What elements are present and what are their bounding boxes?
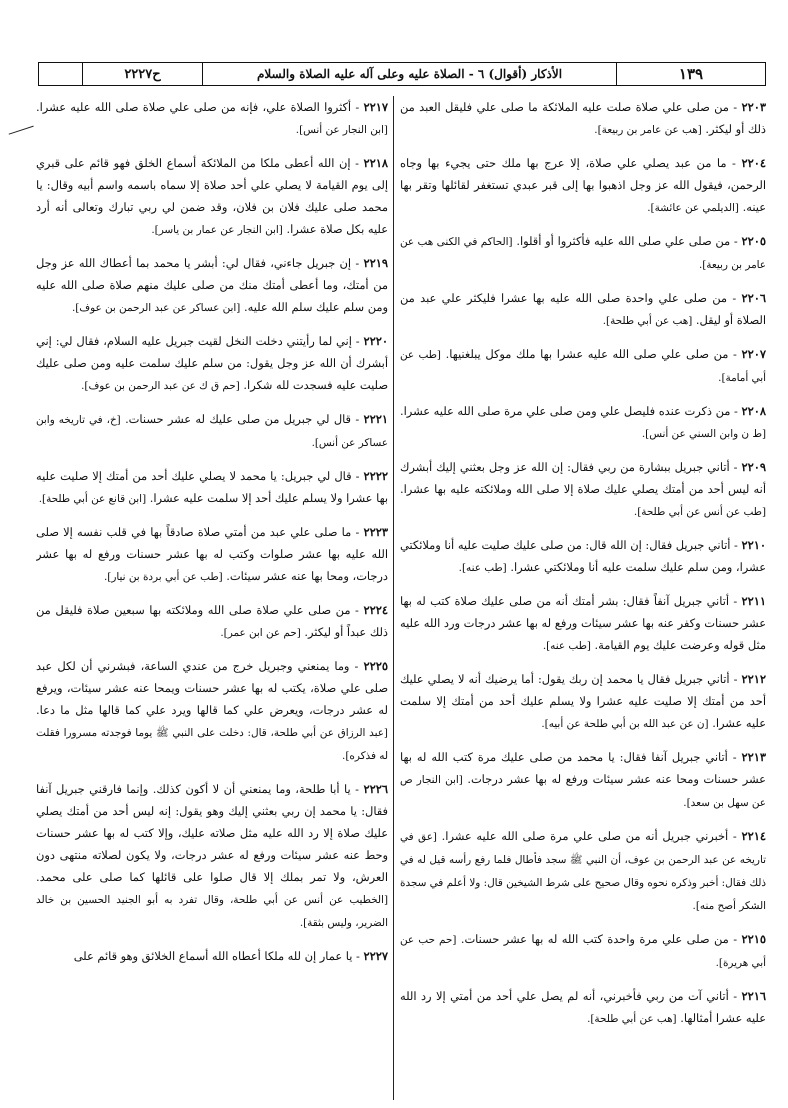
hadith-source: [طب عنه]. — [542, 640, 591, 652]
hadith-number: ٢٢١٨ — [363, 156, 388, 170]
hadith-entry — [400, 287, 766, 332]
hadith-number: ٢٢٢٤ — [363, 603, 388, 617]
margin-pen-mark — [4, 112, 33, 134]
hadith-number: ٢٢١٩ — [363, 256, 388, 270]
hadith-text: - ما صلى علي عبد من أمتي صلاة صادقاً بها في قلب نفسه إلا صلى الله عليه بها عشر صلوات وكتب له بها عشر حسنات ورفع له بها عشر درجات، ومحا بها عنه عشر سيئات. — [36, 525, 388, 583]
hadith-text: - قال لي جبريل من صلى عليك له عشر حسنات. — [120, 412, 364, 426]
hadith-text: - قال لي جبريل: يا محمد لا يصلي عليك أحد من أمتك إلا صليت عليه بها عشرا ولا يسلم عليك أحد إلا سلمت عليه عشرا. — [36, 469, 388, 505]
hadith-text: - من صلى علي صلاة صلى الله وملائكته بها سبعين صلاة فليقل من ذلك عبداً أو ليكثر. — [36, 603, 388, 639]
hadith-number: ٢٢٢٥ — [363, 659, 388, 673]
hadith-number: ٢٢٢٢ — [363, 469, 388, 483]
hadith-number: ٢٢١٤ — [741, 829, 766, 843]
hadith-number: ٢٢٠٤ — [741, 156, 766, 170]
hadith-text: - من صلى علي صلى الله عليه فأكثروا أو أقلوا. — [512, 234, 742, 248]
hadith-text: - إن جبريل جاءني، فقال لي: أبشر يا محمد بما أعطاك الله عز وجل من أمتك، وما أعطى أمتك منك من صلى عليك منهم صلاة صلى الله عليه ومن سلم عليك سلم الله عليه. — [36, 256, 388, 314]
hadith-text: - يا عمار إن لله ملكا أعطاه الله أسماع الخلائق وهو قائم على — [73, 949, 364, 963]
hadith-number: ٢٢١٥ — [741, 932, 766, 946]
hadith-source: [ابن عساكر عن عبد الرحمن بن عوف]. — [71, 302, 241, 314]
hadith-number: ٢٢١١ — [741, 594, 766, 608]
hadith-text: - أكثروا الصلاة علي، فإنه من صلى علي صلاة صلى الله عليه عشرا. — [36, 100, 364, 114]
hadith-entry — [400, 96, 766, 141]
hadith-source: [هب عن عامر بن ربيعة]. — [594, 124, 702, 136]
hadith-text: - ما من عبد يصلي علي صلاة، إلا عرج بها ملك حتى يجيء بها وجاه الرحمن، فيقول الله عز وجل اذهبوا بها إلى قبر عبدي تستغفر لقائلها وتقر بها عينه. — [400, 156, 766, 214]
hadith-source: [عق في تاريخه عن عبد الرحمن بن عوف، أن النبي ﷺ سجد فأطال فلما رفع رأسه قيل له في ذلك فقال: أخبر وذكره نحوه وقال صحيح على شرط الشيخين قال: ولا أعلم في سجدة الشكر أصح منه]. — [400, 831, 766, 912]
hadith-entry — [36, 408, 388, 454]
hadith-number: ٢٢٢٠ — [363, 334, 388, 348]
hadith-entry — [36, 655, 388, 767]
hadith-source: [حم ق ك عن عبد الرحمن بن عوف]. — [81, 380, 240, 392]
hadith-number: ٢٢٠٥ — [741, 234, 766, 248]
hadith-entry — [400, 343, 766, 389]
hadith-source: [عبد الرزاق عن أبي طلحة، قال: دخلت على النبي ﷺ يوما فوجدته مسرورا فقلت له فذكره]. — [36, 727, 388, 762]
hadith-number: ٢٢١٦ — [741, 989, 766, 1003]
left-column — [36, 96, 388, 1104]
hadith-text: - من صلى علي واحدة صلى الله عليه بها عشرا فليكثر علي عبد من الصلاة أو ليقل. — [400, 291, 766, 327]
hadith-entry — [36, 599, 388, 644]
hadith-text: - أتاني جبريل آنفاً فقال: بشر أمتك أنه من صلى عليك صلاة كتب له بها عشر حسنات وكفر عنه بها عشر سيئات ورفع له بها عشر درجات ورد الله عليه مثل قوله وعرضت عليك يوم القيامة. — [400, 594, 766, 652]
hadith-entry — [400, 985, 766, 1030]
hadith-text: - وما يمنعني وجبريل خرج من عندي الساعة، فبشرني أن لكل عبد صلى علي صلاة، يكتب له بها عشر حسنات ويمحا عنه عشر سيئات، ويرفع له عشر درجات، ويعرض علي كما قالها ويرد علي كما قالها مثل ما دعا. — [36, 659, 388, 717]
hadith-entry — [400, 668, 766, 735]
hadith-entry — [400, 456, 766, 523]
hadith-text: - يا أبا طلحة، وما يمنعني أن لا أكون كذلك. وإنما فارقني جبريل آنفا فقال: يا محمد إن ربي بعثني إليك وهو يقول: إنه ليس أحد من أمتك يصلي عليك صلاة إلا رد الله عليه مثل صلاته عليك، وإلا كتب له بها عشر حسنات وحط عنه عشر سيئات ورفع له عشر درجات، ولا يكون لصلاته منتهى دون العرش، ولا تمر بملك إلا قال صلوا على قائلها كما صلى على محمد. — [36, 782, 388, 884]
hadith-source: [طب عن أبي أمامة]. — [400, 349, 766, 384]
hadith-source: [ابن النجار ص عن سهل بن سعد]. — [400, 774, 766, 809]
hadith-text: - من صلى علي صلى الله عليه عشرا بها ملك موكل يبلغنيها. — [440, 347, 742, 361]
hadith-text: - أتاني آت من ربي فأخبرني، أنه لم يصل علي أحد من أمتي إلا رد الله عليه عشرا أمثالها. — [400, 989, 766, 1025]
hadith-entry — [36, 945, 388, 968]
hadith-text: - أتاني جبريل ببشارة من ربي فقال: إن الله عز وجل بعثني إليك أبشرك أنه ليس أحد من أمتك يصلي عليك صلاة إلا صلى الله وملائكته عليه بها عشرا. — [400, 460, 766, 496]
hadith-source: [طب عن أنس عن أبي طلحة]. — [633, 506, 766, 518]
hadith-entry — [36, 252, 388, 319]
hadith-entry — [36, 96, 388, 141]
hadith-text: - إني لما رأيتني دخلت النخل لقيت جبريل عليه السلام، فقال لي: إني أبشرك أن الله عز وجل يقول: من سلم عليك سلمت عليه ومن صلى عليك صليت عليه فسجدت لله شكرا. — [36, 334, 388, 392]
hadith-number: ٢٢٠٣ — [741, 100, 766, 114]
hadith-entry — [400, 534, 766, 579]
hadith-number: ٢٢٢٦ — [363, 782, 388, 796]
hadith-source: [ابن النجار عن عمار بن ياسر]. — [151, 224, 283, 236]
hadith-number: ٢٢١٣ — [741, 750, 766, 764]
hadith-entry — [400, 590, 766, 657]
hadith-source: [ط ن وابن السني عن أنس]. — [641, 428, 766, 440]
header-blank-cell — [39, 63, 83, 85]
hadith-text: - أخبرني جبريل أنه من صلى علي مرة صلى الله عليه عشرا. — [436, 829, 742, 843]
hadith-source: [ابن قانع عن أبي طلحة]. — [38, 493, 147, 505]
hadith-source: [هب عن أبي طلحة]. — [602, 315, 693, 327]
hadith-entry — [400, 928, 766, 974]
hadith-source: [الحاكم في الكنى هب عن عامر بن ربيعة]. — [400, 236, 766, 271]
hadith-number: ٢٢١٢ — [741, 672, 766, 686]
hadith-entry — [400, 400, 766, 445]
hadith-entry — [400, 152, 766, 219]
hadith-entry — [36, 778, 388, 934]
column-divider — [393, 96, 394, 1100]
hadith-entry — [400, 230, 766, 276]
hadith-text: - من صلى علي مرة واحدة كتب الله له بها عشر حسنات. — [456, 932, 742, 946]
hadith-number: ٢٢٢١ — [363, 412, 388, 426]
hadith-source: [حم عن ابن عمر]. — [220, 627, 301, 639]
hadith-text: - من صلى علي صلاة صلت عليه الملائكة ما صلى علي فليقل العبد من ذلك أو ليكثر. — [400, 100, 766, 136]
hadith-source: [حم حب عن أبي هريرة]. — [400, 934, 766, 969]
hadith-source: [الديلمي عن عائشة]. — [647, 202, 739, 214]
hadith-source: [خ، في تاريخه وابن عساكر عن أنس]. — [36, 414, 388, 449]
hadith-entry — [36, 465, 388, 510]
hadith-number: ٢٢٠٦ — [741, 291, 766, 305]
hadith-text: - من ذكرت عنده فليصل علي ومن صلى علي مرة صلى الله عليه عشرا. — [400, 404, 742, 418]
hadith-text: - أتاني جبريل فقال يا محمد إن ربك يقول: أما يرضيك أنه لا يصلي عليك أحد من أمتك إلا صليت عليه عشرا ولا يسلم عليك أحد من أمتك إلا سلمت عليه عشرا. — [400, 672, 766, 730]
hadith-text: - أتاني جبريل آنفا فقال: يا محمد من صلى عليك مرة كتب الله له بها عشر حسنات ومحا عنه عشر سيئات ورفع له بها عشر درجات. — [400, 750, 766, 786]
hadith-source: [ابن النجار عن أنس]. — [295, 124, 388, 136]
hadith-entry — [36, 152, 388, 241]
page-header — [38, 62, 766, 86]
hadith-number: ٢٢١٠ — [741, 538, 766, 552]
hadith-text: - أتاني جبريل فقال: إن الله قال: من صلى عليك صليت عليه أنا وملائكتي عشرا، ومن سلم عليك سلمت عليه أنا وملائكتي عشرا. — [400, 538, 766, 574]
hadith-number: ٢٢٢٣ — [363, 525, 388, 539]
header-hadith-ref: ح٢٢٢٧ — [83, 63, 203, 85]
hadith-entry — [36, 521, 388, 588]
hadith-source: [طب عن أبي بردة بن نيار]. — [104, 571, 223, 583]
hadith-text: - إن الله أعطى ملكا من الملائكة أسماع الخلق فهو قائم على قبري إلى يوم القيامة لا يصلي علي أحد صلاة إلا سماه باسمه واسم أبيه وقال: يا محمد صلى عليك فلان بن فلان، وقد ضمن لي ربي تبارك وتعالى أنه أرد عليه بكل صلاة عشرا. — [36, 156, 388, 236]
hadith-entry — [400, 825, 766, 917]
right-column — [400, 96, 766, 1104]
hadith-source: [ن عن عبد الله بن أبي طلحة عن أبيه]. — [541, 718, 709, 730]
hadith-number: ٢٢١٧ — [363, 100, 388, 114]
hadith-entry — [400, 746, 766, 814]
hadith-number: ٢٢٠٨ — [741, 404, 766, 418]
hadith-entry — [36, 330, 388, 397]
hadith-source: [هب عن أبي طلحة]. — [587, 1013, 677, 1025]
page-number: ١٣٩ — [678, 65, 704, 83]
hadith-number: ٢٢٠٩ — [741, 460, 766, 474]
header-title: الأذكار (أقوال) ٦ - الصلاة عليه وعلى آله عليه الصلاة والسلام — [203, 63, 617, 85]
hadith-source: [طب عنه]. — [458, 562, 507, 574]
hadith-number: ٢٢٠٧ — [741, 347, 766, 361]
hadith-source: [الخطيب عن أنس عن أبي طلحة، وقال تفرد به أبو الجنيد الحسين بن خالد الضرير، وليس بثقة]. — [36, 894, 388, 929]
hadith-number: ٢٢٢٧ — [363, 949, 388, 963]
